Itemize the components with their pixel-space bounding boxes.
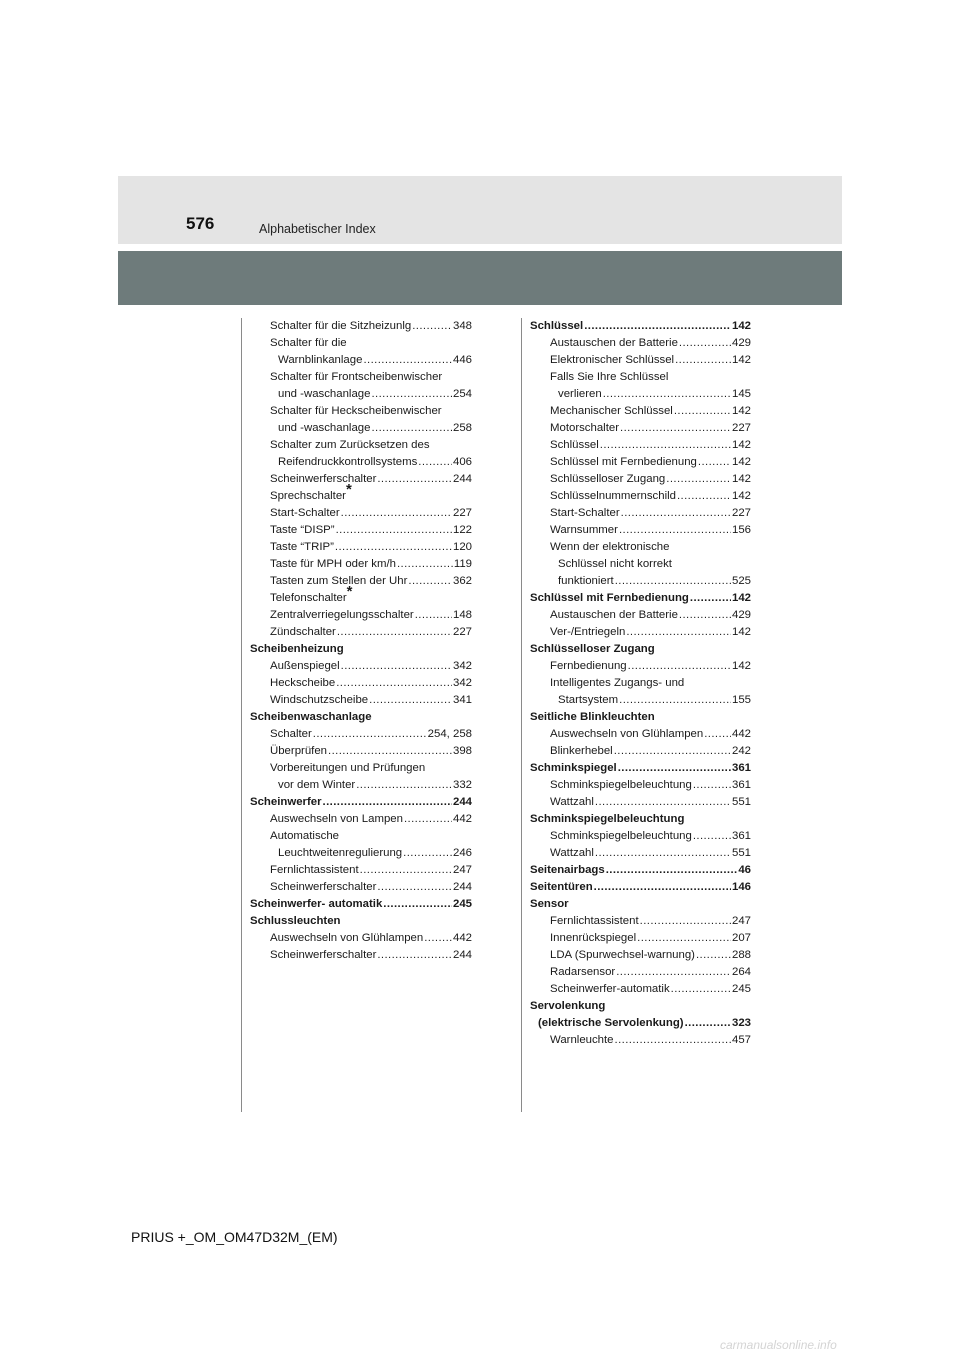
entry-term: Automatische bbox=[270, 830, 340, 842]
dot-leader bbox=[377, 879, 452, 896]
dot-leader bbox=[666, 471, 731, 488]
index-entry bbox=[530, 624, 751, 641]
entry-page-number: 148 bbox=[452, 609, 472, 621]
entry-term: Scheinwerferschalter bbox=[270, 473, 377, 485]
entry-term: Mechanischer Schlüssel bbox=[550, 405, 673, 417]
entry-term: Heckscheibe bbox=[270, 677, 336, 689]
entry-term: Seitentüren bbox=[530, 881, 593, 893]
entry-page-number: 119 bbox=[453, 558, 472, 570]
entry-term: Motorschalter bbox=[550, 422, 620, 434]
entry-term: Schminkspiegel bbox=[530, 762, 617, 774]
index-entry bbox=[250, 607, 472, 624]
entry-page-number: 46 bbox=[738, 864, 751, 876]
index-entry bbox=[530, 539, 751, 556]
entry-page-number: 551 bbox=[731, 796, 751, 808]
column-divider-left bbox=[241, 318, 242, 1112]
dot-leader bbox=[698, 454, 731, 471]
entry-term: Schminkspiegelbeleuchtung bbox=[530, 813, 685, 825]
entry-page-number: 122 bbox=[452, 524, 472, 536]
entry-term: Warnleuchte bbox=[550, 1034, 614, 1046]
index-entry bbox=[250, 386, 472, 403]
entry-page-number: 142 bbox=[731, 592, 751, 604]
entry-term: Warnsummer bbox=[550, 524, 618, 536]
index-entry bbox=[250, 522, 472, 539]
entry-term: Schalter für Heckscheibenwischer bbox=[270, 405, 442, 417]
entry-page-number: 155 bbox=[731, 694, 751, 706]
index-entry bbox=[530, 352, 751, 369]
entry-term: Taste “DISP” bbox=[270, 524, 335, 536]
entry-term: Zentralverriegelungsschalter bbox=[270, 609, 414, 621]
entry-term: Ver-/Entriegeln bbox=[550, 626, 626, 638]
index-entry bbox=[530, 641, 751, 658]
entry-term: Sensor bbox=[530, 898, 569, 910]
entry-term: Austauschen der Batterie bbox=[550, 337, 678, 349]
entry-page-number: 120 bbox=[452, 541, 472, 553]
index-entry bbox=[530, 998, 751, 1015]
index-entry bbox=[530, 777, 751, 794]
header-bar bbox=[118, 251, 842, 305]
dot-leader bbox=[323, 794, 452, 811]
dot-leader bbox=[603, 386, 731, 403]
dot-leader bbox=[595, 845, 731, 862]
entry-page-number: 254 bbox=[452, 388, 472, 400]
entry-page-number: 227 bbox=[731, 422, 751, 434]
entry-term: Intelligentes Zugangs- und bbox=[550, 677, 685, 689]
entry-page-number: 142 bbox=[731, 490, 751, 502]
entry-page-number: 258 bbox=[452, 422, 472, 434]
entry-term: (elektrische Servolenkung) bbox=[538, 1017, 684, 1029]
index-entry bbox=[530, 454, 751, 471]
index-entry bbox=[250, 947, 472, 964]
entry-term: Schlüsselloser Zugang bbox=[550, 473, 666, 485]
index-entry bbox=[530, 556, 751, 573]
dot-leader bbox=[424, 930, 452, 947]
dot-leader bbox=[621, 505, 731, 522]
entry-term: Start-Schalter bbox=[550, 507, 620, 519]
entry-term: Sprechschalter bbox=[270, 490, 346, 502]
index-entry bbox=[530, 896, 751, 913]
entry-term: verlieren bbox=[558, 388, 602, 400]
entry-term: Taste für MPH oder km/h bbox=[270, 558, 396, 570]
index-entry bbox=[530, 505, 751, 522]
entry-term: funktioniert bbox=[558, 575, 614, 587]
index-entry bbox=[530, 437, 751, 454]
entry-page-number: 342 bbox=[452, 677, 472, 689]
index-entry bbox=[250, 794, 472, 811]
index-entry bbox=[250, 641, 472, 658]
entry-page-number: 142 bbox=[731, 354, 751, 366]
entry-page-number: 406 bbox=[452, 456, 472, 468]
index-entry bbox=[530, 488, 751, 505]
dot-leader bbox=[679, 607, 731, 624]
index-entry bbox=[250, 471, 472, 488]
index-entry bbox=[530, 726, 751, 743]
index-entry bbox=[250, 862, 472, 879]
dot-leader bbox=[679, 335, 731, 352]
entry-term: Falls Sie Ihre Schlüssel bbox=[550, 371, 669, 383]
dot-leader bbox=[313, 726, 427, 743]
index-entry bbox=[530, 879, 751, 896]
dot-leader bbox=[377, 947, 452, 964]
document-id: PRIUS +_OM_OM47D32M_(EM) bbox=[131, 1229, 338, 1245]
entry-page-number: 142 bbox=[731, 626, 751, 638]
dot-leader bbox=[371, 386, 452, 403]
entry-term: und -waschanlage bbox=[278, 388, 371, 400]
dot-leader bbox=[628, 658, 731, 675]
dot-leader bbox=[341, 505, 452, 522]
dot-leader bbox=[408, 573, 452, 590]
dot-leader bbox=[335, 539, 452, 556]
index-entry bbox=[530, 947, 751, 964]
entry-term: Wattzahl bbox=[550, 796, 594, 808]
dot-leader bbox=[696, 947, 731, 964]
index-entry bbox=[250, 743, 472, 760]
index-entry bbox=[530, 318, 751, 335]
index-entry bbox=[250, 879, 472, 896]
entry-term: Überprüfen bbox=[270, 745, 327, 757]
entry-page-number: 227 bbox=[452, 507, 472, 519]
entry-term: Zündschalter bbox=[270, 626, 336, 638]
entry-term: Telefonschalter bbox=[270, 592, 347, 604]
index-entry bbox=[250, 692, 472, 709]
entry-term: Auswechseln von Lampen bbox=[270, 813, 403, 825]
entry-page-number: 361 bbox=[731, 779, 751, 791]
entry-term: Auswechseln von Glühlampen bbox=[550, 728, 704, 740]
dot-leader bbox=[704, 726, 731, 743]
entry-page-number: 156 bbox=[731, 524, 751, 536]
dot-leader bbox=[356, 777, 452, 794]
dot-leader bbox=[336, 522, 452, 539]
entry-page-number: 142 bbox=[731, 320, 751, 332]
dot-leader bbox=[404, 811, 452, 828]
entry-page-number: 342 bbox=[452, 660, 472, 672]
page-title: Alphabetischer Index bbox=[259, 222, 376, 236]
entry-term: Scheinwerfer-automatik bbox=[550, 983, 670, 995]
dot-leader bbox=[383, 896, 452, 913]
entry-page-number: 245 bbox=[731, 983, 751, 995]
column-divider-right bbox=[521, 318, 522, 1112]
entry-term: Innenrückspiegel bbox=[550, 932, 637, 944]
entry-page-number: 442 bbox=[731, 728, 751, 740]
entry-term: Schlussleuchten bbox=[250, 915, 341, 927]
entry-term: Blinkerhebel bbox=[550, 745, 613, 757]
entry-page-number: 245 bbox=[452, 898, 472, 910]
dot-leader bbox=[619, 692, 731, 709]
dot-leader bbox=[584, 318, 731, 335]
index-entry bbox=[530, 930, 751, 947]
index-entry bbox=[530, 335, 751, 352]
index-entry bbox=[250, 437, 472, 454]
entry-term: Warnblinkanlage bbox=[278, 354, 363, 366]
entry-term: Schlüssel bbox=[550, 439, 599, 451]
entry-page-number: 247 bbox=[452, 864, 472, 876]
index-entry bbox=[530, 369, 751, 386]
entry-term: Taste “TRIP” bbox=[270, 541, 334, 553]
entry-page-number: 227 bbox=[731, 507, 751, 519]
index-entry bbox=[250, 335, 472, 352]
index-entry bbox=[250, 420, 472, 437]
entry-term: Tasten zum Stellen der Uhr bbox=[270, 575, 408, 587]
entry-page-number: 429 bbox=[731, 337, 751, 349]
dot-leader bbox=[674, 403, 731, 420]
dot-leader bbox=[637, 930, 731, 947]
dot-leader bbox=[685, 1015, 731, 1032]
entry-page-number: 146 bbox=[731, 881, 751, 893]
entry-term: Scheinwerferschalter bbox=[270, 881, 377, 893]
index-entry bbox=[530, 862, 751, 879]
dot-leader bbox=[615, 1032, 731, 1049]
entry-term: Schlüssel mit Fernbedienung bbox=[550, 456, 697, 468]
dot-leader bbox=[618, 760, 731, 777]
dot-leader bbox=[671, 981, 731, 998]
dot-leader bbox=[620, 420, 731, 437]
dot-leader bbox=[363, 352, 452, 369]
index-entry bbox=[530, 607, 751, 624]
entry-term: Fernlichtassistent bbox=[270, 864, 359, 876]
index-column-left bbox=[250, 318, 472, 964]
entry-term: Schalter bbox=[270, 728, 312, 740]
dot-leader bbox=[626, 624, 731, 641]
entry-term: Schlüsselnummernschild bbox=[550, 490, 676, 502]
entry-term: Startsystem bbox=[558, 694, 619, 706]
entry-term: Schlüssel mit Fernbedienung bbox=[530, 592, 689, 604]
dot-leader bbox=[693, 828, 731, 845]
index-entry bbox=[250, 539, 472, 556]
entry-page-number: 142 bbox=[731, 660, 751, 672]
dot-leader bbox=[337, 624, 452, 641]
entry-page-number: 341 bbox=[452, 694, 472, 706]
dot-leader bbox=[360, 862, 452, 879]
dot-leader bbox=[418, 454, 452, 471]
entry-term: Schalter für Frontscheibenwischer bbox=[270, 371, 443, 383]
entry-term: Schminkspiegelbeleuchtung bbox=[550, 830, 692, 842]
entry-page-number: 442 bbox=[452, 813, 472, 825]
entry-page-number: 242 bbox=[731, 745, 751, 757]
index-entry bbox=[250, 811, 472, 828]
entry-term: vor dem Winter bbox=[278, 779, 356, 791]
dot-leader bbox=[677, 488, 731, 505]
entry-term: LDA (Spurwechsel-warnung) bbox=[550, 949, 695, 961]
index-entry bbox=[250, 709, 472, 726]
index-entry bbox=[530, 522, 751, 539]
entry-page-number: 551 bbox=[731, 847, 751, 859]
index-entry bbox=[530, 811, 751, 828]
entry-term: und -waschanlage bbox=[278, 422, 371, 434]
entry-page-number: 142 bbox=[731, 456, 751, 468]
entry-page-number: 446 bbox=[452, 354, 472, 366]
index-entry bbox=[530, 675, 751, 692]
entry-term: Radarsensor bbox=[550, 966, 616, 978]
index-entry bbox=[250, 845, 472, 862]
index-entry bbox=[530, 573, 751, 590]
index-column-right bbox=[530, 318, 751, 1049]
entry-page-number: 142 bbox=[731, 439, 751, 451]
entry-term: Vorbereitungen und Prüfungen bbox=[270, 762, 426, 774]
index-entry bbox=[530, 403, 751, 420]
dot-leader bbox=[403, 845, 452, 862]
entry-term: Windschutzscheibe bbox=[270, 694, 369, 706]
index-entry bbox=[530, 386, 751, 403]
entry-page-number: 227 bbox=[452, 626, 472, 638]
dot-leader bbox=[336, 675, 452, 692]
entry-page-number: 525 bbox=[731, 575, 751, 587]
dot-leader bbox=[371, 420, 452, 437]
dot-leader bbox=[415, 607, 452, 624]
dot-leader bbox=[341, 658, 452, 675]
dot-leader bbox=[614, 743, 731, 760]
dot-leader bbox=[369, 692, 452, 709]
index-entry bbox=[250, 726, 472, 743]
index-entry bbox=[250, 760, 472, 777]
dot-leader bbox=[693, 777, 731, 794]
entry-page-number: 244 bbox=[452, 881, 472, 893]
entry-term: Seitliche Blinkleuchten bbox=[530, 711, 655, 723]
footnote-asterisk: * bbox=[346, 583, 353, 600]
dot-leader bbox=[606, 862, 738, 879]
entry-term: Reifendruckkontrollsystems bbox=[278, 456, 418, 468]
entry-term: Elektronischer Schlüssel bbox=[550, 354, 675, 366]
index-entry bbox=[250, 318, 472, 335]
entry-term: Schalter zum Zurücksetzen des bbox=[270, 439, 430, 451]
dot-leader bbox=[397, 556, 453, 573]
entry-page-number: 361 bbox=[731, 830, 751, 842]
entry-page-number: 244 bbox=[452, 949, 472, 961]
index-entry bbox=[250, 369, 472, 386]
entry-term: Start-Schalter bbox=[270, 507, 340, 519]
header-band bbox=[118, 176, 842, 244]
entry-page-number: 142 bbox=[731, 405, 751, 417]
entry-term: Scheibenheizung bbox=[250, 643, 344, 655]
index-entry bbox=[530, 709, 751, 726]
dot-leader bbox=[615, 573, 731, 590]
dot-leader bbox=[594, 879, 731, 896]
index-entry bbox=[530, 760, 751, 777]
index-entry bbox=[250, 352, 472, 369]
entry-term: Wenn der elektronische bbox=[550, 541, 670, 553]
index-entry bbox=[250, 556, 472, 573]
index-entry bbox=[530, 420, 751, 437]
index-entry bbox=[250, 573, 472, 590]
entry-term: Leuchtweitenregulierung bbox=[278, 847, 403, 859]
entry-term: Fernbedienung bbox=[550, 660, 627, 672]
entry-page-number: 429 bbox=[731, 609, 751, 621]
index-entry bbox=[530, 828, 751, 845]
entry-term: Auswechseln von Glühlampen bbox=[270, 932, 424, 944]
entry-page-number: 332 bbox=[452, 779, 472, 791]
entry-term: Schalter für die bbox=[270, 337, 347, 349]
entry-term: Schlüssel nicht korrekt bbox=[558, 558, 672, 570]
entry-term: Fernlichtassistent bbox=[550, 915, 639, 927]
entry-page-number: 244 bbox=[452, 473, 472, 485]
index-entry bbox=[530, 590, 751, 607]
entry-term: Schlüsselloser Zugang bbox=[530, 643, 655, 655]
entry-term: Schalter für die Sitzheizunlg bbox=[270, 320, 412, 332]
entry-page-number: 442 bbox=[452, 932, 472, 944]
dot-leader bbox=[328, 743, 452, 760]
entry-page-number: 362 bbox=[452, 575, 472, 587]
index-entry bbox=[250, 403, 472, 420]
dot-leader bbox=[640, 913, 731, 930]
index-entry bbox=[530, 1015, 751, 1032]
entry-page-number: 247 bbox=[731, 915, 751, 927]
dot-leader bbox=[595, 794, 731, 811]
dot-leader bbox=[412, 318, 452, 335]
index-entry bbox=[250, 583, 472, 607]
entry-page-number: 398 bbox=[452, 745, 472, 757]
index-entry bbox=[250, 675, 472, 692]
entry-page-number: 323 bbox=[731, 1017, 751, 1029]
index-entry bbox=[530, 743, 751, 760]
page-number: 576 bbox=[186, 214, 215, 233]
entry-page-number: 254, 258 bbox=[427, 728, 472, 740]
entry-term: Wattzahl bbox=[550, 847, 594, 859]
dot-leader bbox=[377, 471, 452, 488]
entry-term: Außenspiegel bbox=[270, 660, 340, 672]
dot-leader bbox=[675, 352, 731, 369]
entry-term: Schlüssel bbox=[530, 320, 584, 332]
entry-term: Scheibenwaschanlage bbox=[250, 711, 372, 723]
dot-leader bbox=[619, 522, 731, 539]
entry-term: Scheinwerfer- automatik bbox=[250, 898, 383, 910]
index-entry bbox=[250, 777, 472, 794]
index-entry bbox=[250, 930, 472, 947]
dot-leader bbox=[690, 590, 731, 607]
dot-leader bbox=[600, 437, 731, 454]
entry-term: Scheinwerferschalter bbox=[270, 949, 377, 961]
entry-page-number: 361 bbox=[731, 762, 751, 774]
entry-term: Seitenairbags bbox=[530, 864, 605, 876]
entry-page-number: 264 bbox=[731, 966, 751, 978]
index-entry bbox=[530, 981, 751, 998]
entry-term: Scheinwerfer bbox=[250, 796, 322, 808]
index-entry bbox=[250, 658, 472, 675]
index-entry bbox=[250, 624, 472, 641]
index-entry bbox=[250, 913, 472, 930]
dot-leader bbox=[616, 964, 731, 981]
entry-page-number: 142 bbox=[731, 473, 751, 485]
index-entry bbox=[530, 794, 751, 811]
index-entry bbox=[530, 913, 751, 930]
index-entry bbox=[530, 471, 751, 488]
entry-page-number: 207 bbox=[731, 932, 751, 944]
footnote-asterisk: * bbox=[345, 481, 352, 498]
entry-page-number: 244 bbox=[452, 796, 472, 808]
entry-page-number: 246 bbox=[452, 847, 472, 859]
entry-term: Servolenkung bbox=[530, 1000, 606, 1012]
index-entry bbox=[530, 964, 751, 981]
entry-page-number: 457 bbox=[731, 1034, 751, 1046]
index-entry bbox=[530, 1032, 751, 1049]
watermark: carmanualsonline.info bbox=[720, 1338, 837, 1352]
entry-term: Austauschen der Batterie bbox=[550, 609, 678, 621]
entry-page-number: 348 bbox=[452, 320, 472, 332]
entry-page-number: 288 bbox=[731, 949, 751, 961]
index-entry bbox=[250, 481, 472, 505]
entry-term: Schminkspiegelbeleuchtung bbox=[550, 779, 692, 791]
index-entry bbox=[250, 454, 472, 471]
index-entry bbox=[530, 692, 751, 709]
index-entry bbox=[530, 845, 751, 862]
index-entry bbox=[530, 658, 751, 675]
index-entry bbox=[250, 828, 472, 845]
index-entry bbox=[250, 896, 472, 913]
entry-page-number: 145 bbox=[731, 388, 751, 400]
index-entry bbox=[250, 505, 472, 522]
